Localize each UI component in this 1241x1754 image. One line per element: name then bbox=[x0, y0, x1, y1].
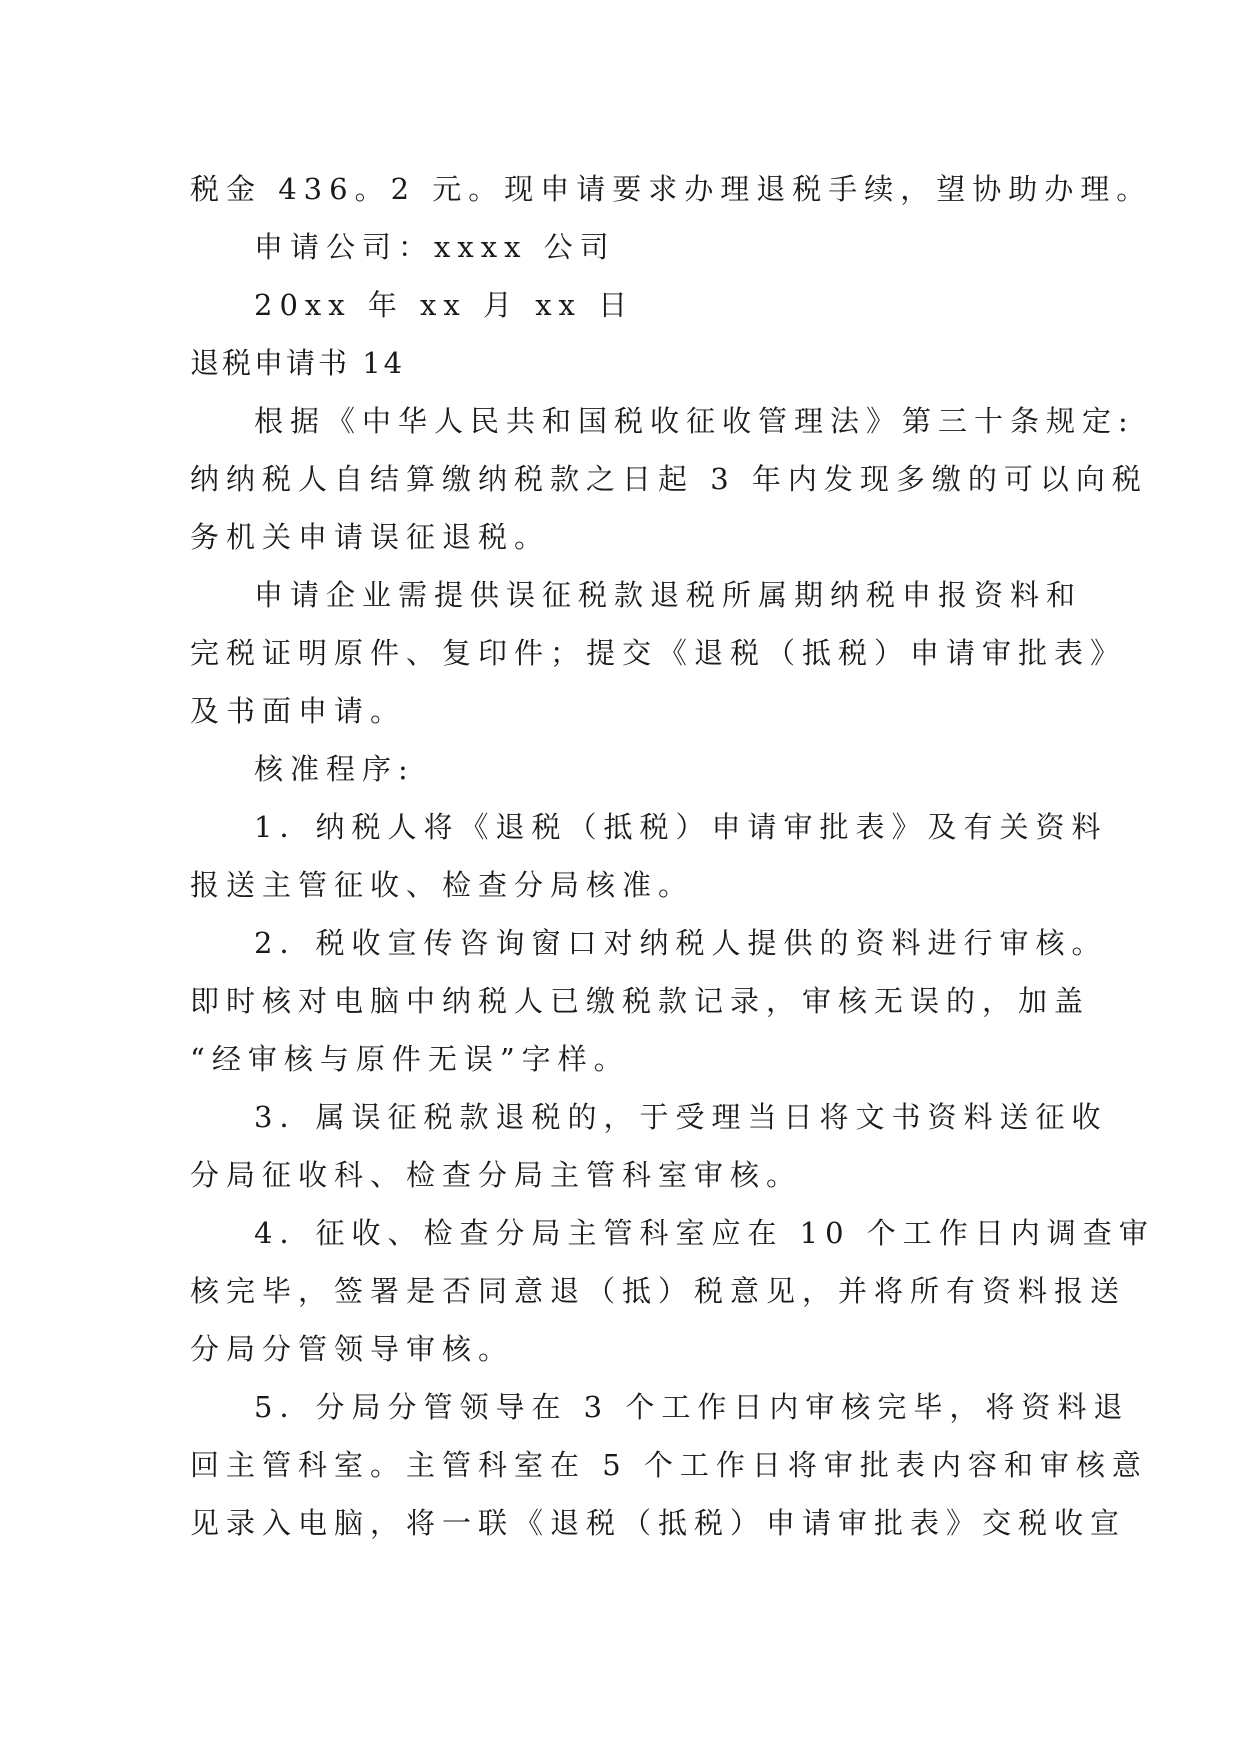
procedure-step-3: 3．属误征税款退税的，于受理当日将文书资料送征收 bbox=[254, 1100, 1108, 1134]
text-line: 税金 436。2 元。现申请要求办理退税手续，望协助办理。 bbox=[190, 172, 1153, 206]
procedure-step-1: 1．纳税人将《退税（抵税）申请审批表》及有关资料 bbox=[254, 810, 1108, 844]
text-line: 完税证明原件、复印件；提交《退税（抵税）申请审批表》 bbox=[190, 636, 1127, 670]
text-line: 即时核对电脑中纳税人已缴税款记录，审核无误的，加盖 bbox=[190, 984, 1091, 1018]
text-line: 务机关申请误征退税。 bbox=[190, 520, 551, 554]
text-line: 分局分管领导审核。 bbox=[190, 1332, 515, 1366]
text-line: 根据《中华人民共和国税收征收管理法》第三十条规定: bbox=[254, 404, 1135, 438]
procedure-step-4: 4．征收、检查分局主管科室应在 10 个工作日内调查审 bbox=[254, 1216, 1155, 1250]
text-line: 核完毕，签署是否同意退（抵）税意见，并将所有资料报送 bbox=[190, 1274, 1127, 1308]
procedure-step-2: 2．税收宣传咨询窗口对纳税人提供的资料进行审核。 bbox=[254, 926, 1108, 960]
procedure-heading: 核准程序: bbox=[254, 752, 415, 786]
procedure-step-5: 5．分局分管领导在 3 个工作日内审核完毕，将资料退 bbox=[254, 1390, 1130, 1424]
date-line: 20xx 年 xx 月 xx 日 bbox=[254, 288, 635, 322]
text-line: 及书面申请。 bbox=[190, 694, 407, 728]
text-line: 纳纳税人自结算缴纳税款之日起 3 年内发现多缴的可以向税 bbox=[190, 462, 1148, 496]
text-line: 回主管科室。主管科室在 5 个工作日将审批表内容和审核意 bbox=[190, 1448, 1148, 1482]
text-line: 分局征收科、检查分局主管科室审核。 bbox=[190, 1158, 803, 1192]
section-heading: 退税申请书 14 bbox=[190, 346, 406, 380]
text-line: 申请企业需提供误征税款退税所属期纳税申报资料和 bbox=[254, 578, 1083, 612]
text-line: “经审核与原件无误”字样。 bbox=[190, 1042, 630, 1076]
text-line: 报送主管征收、检查分局核准。 bbox=[190, 868, 695, 902]
document-body bbox=[190, 160, 1155, 1552]
text-line: 见录入电脑，将一联《退税（抵税）申请审批表》交税收宣 bbox=[190, 1506, 1127, 1540]
applicant-company-line: 申请公司：xxxx 公司 bbox=[254, 230, 616, 264]
